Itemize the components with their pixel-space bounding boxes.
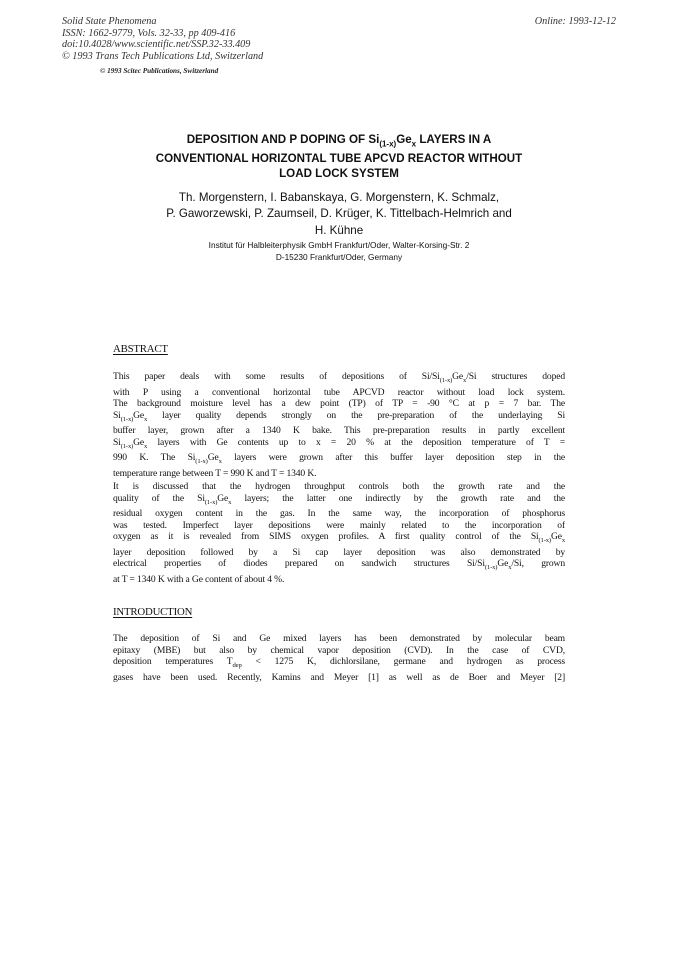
- title-line-2: CONVENTIONAL HORIZONTAL TUBE APCVD REACTOR WITHOUT: [155, 152, 523, 166]
- text-line: This paper deals with some results of depositions of $Si/Si_{(1-x)}Ge_x/Si$ structures doped: [113, 371, 565, 384]
- affiliation-line: Institut für Halbleiterphysik GmbH Frankfurt/Oder, Walter-Korsing-Str. 2: [208, 240, 470, 250]
- text-line: at T = 1340 K with a Ge content of about 4 %.: [113, 573, 285, 585]
- scitec-copyright: © 1993 Scitec Publications, Switzerland: [100, 67, 219, 75]
- text-line: quality of the $Si_{(1-x)}Ge_x$ layers; the latter one indirectly by the growth rate and the: [113, 492, 565, 506]
- journal-metadata: [62, 16, 263, 62]
- issn-line: ISSN: 1662-9779, Vols. 32-33, pp 409-416: [62, 27, 236, 39]
- text-line: The background moisture level has a dew point (TP) of TP = -90 °C at p = 7 bar. The: [113, 398, 565, 410]
- introduction-paragraph-1: [113, 633, 565, 683]
- text-line: gases have been used. Recently, Kamins and Meyer [1] as well as de Boer and Meyer [2]: [113, 671, 565, 683]
- text-line: residual oxygen content in the gas. In the same way, the incorporation of phosphorus: [113, 508, 565, 520]
- text-line: deposition temperatures $T_{dep} < 1275$ K, dichlorsilane, germane and hydrogen as process: [113, 656, 565, 670]
- abstract-heading: ABSTRACT: [113, 343, 168, 355]
- abstract-paragraph-2: [113, 481, 565, 585]
- text-line: $Si_{(1-x)}Ge_x$ layer quality depends strongly on the pre-preparation of the underlaying Si: [113, 409, 565, 423]
- affiliation: [90, 240, 588, 264]
- text-line: 990 K. The $Si_{(1-x)}Ge_x$ layers were grown after this buffer layer deposition step in the: [113, 452, 565, 466]
- introduction-heading: INTRODUCTION: [113, 606, 193, 618]
- text-line: The deposition of Si and Ge mixed layers has been demonstrated by molecular beam: [113, 633, 565, 644]
- author-line: P. Gaworzewski, P. Zaumseil, D. Krüger, K. Tittelbach-Helmrich and: [166, 207, 512, 221]
- text-line: oxygen as it is revealed from SIMS oxygen profiles. A first quality control of the $Si_{(1-x)}Ge_x$: [113, 531, 565, 545]
- text-line: $Si_{(1-x)}Ge_x$ layers with Ge contents up to x = 20 % at the deposition temperature of T =: [113, 436, 565, 450]
- abstract-paragraph-1: [113, 371, 565, 479]
- paper-title: [90, 132, 588, 181]
- author-list: [90, 190, 588, 239]
- author-line: H. Kühne: [314, 223, 364, 237]
- text-line: with P using a conventional horizontal tube APCVD reactor without load lock system.: [113, 386, 565, 398]
- title-line-3: LOAD LOCK SYSTEM: [279, 167, 399, 181]
- text-line: epitaxy (MBE) but also by chemical vapor deposition (CVD). In the case of CVD,: [113, 644, 565, 656]
- text-line: temperature range between T = 990 K and T = 1340 K.: [113, 467, 317, 479]
- text-line: layer deposition followed by a Si cap layer deposition was also demonstrated by: [113, 546, 565, 558]
- copyright-line: © 1993 Trans Tech Publications Ltd, Switzerland: [62, 50, 264, 62]
- text-line: electrical properties of diodes prepared on sandwich structures $Si/Si_{(1-x)}Ge_x/Si$, grown: [113, 558, 565, 572]
- text-line: buffer layer, grown after a 1340 K bake. This pre-preparation results in partly excellent: [113, 425, 565, 437]
- title-line-1: DEPOSITION AND P DOPING OF $Si_{(1-x)}Ge_x$ LAYERS IN A: [186, 133, 492, 149]
- journal-name: Solid State Phenomena: [62, 16, 157, 27]
- online-date: Online: 1993-12-12: [534, 16, 616, 27]
- text-line: It is discussed that the hydrogen throughput controls both the growth rate and the: [113, 481, 565, 492]
- text-line: was tested. Imperfect layer depositions were mainly related to the incorporation of: [113, 519, 565, 531]
- author-line: Th. Morgenstern, I. Babanskaya, G. Morgenstern, K. Schmalz,: [178, 191, 500, 204]
- affiliation-line: D-15230 Frankfurt/Oder, Germany: [275, 251, 403, 262]
- doi-link[interactable]: doi:10.4028/www.scientific.net/SSP.32-33.409: [62, 39, 251, 51]
